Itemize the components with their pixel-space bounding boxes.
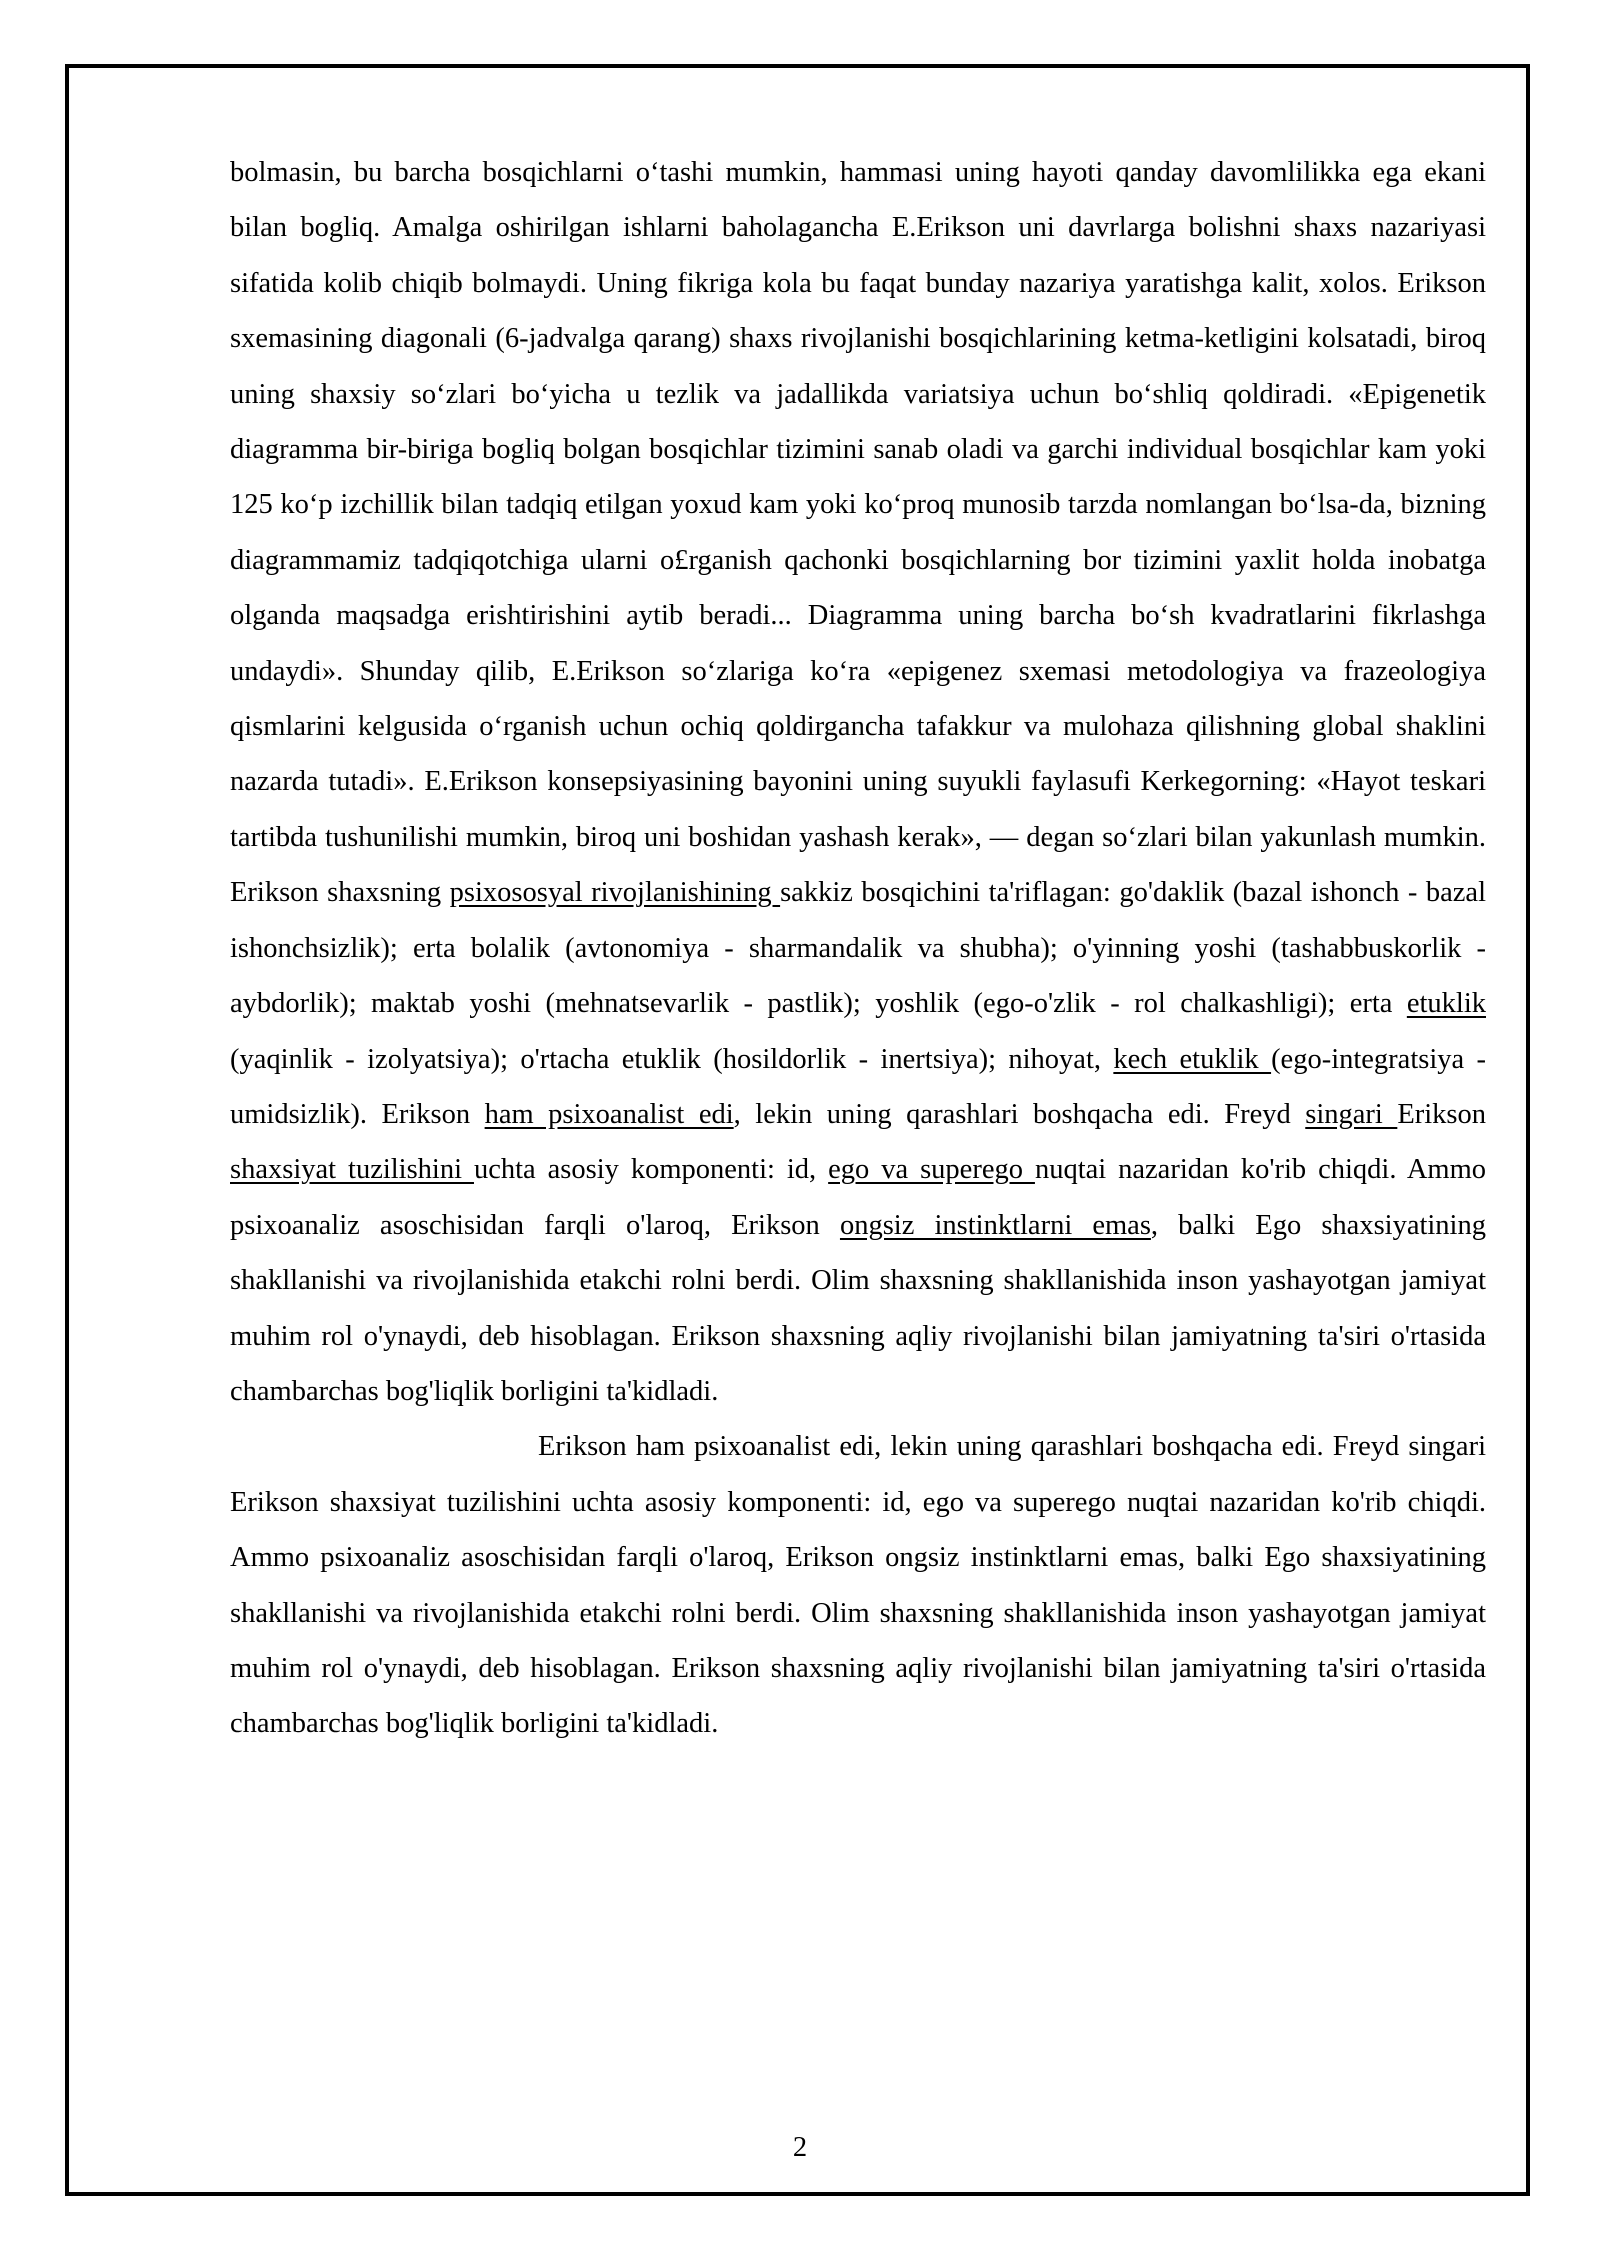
text-run: nuqtai nazaridan ko'rib chiqdi. Ammo psixoanaliz asoschisidan farqli o'laroq, Erikson bbox=[230, 1154, 1486, 1241]
underlined-text: ego va superego bbox=[828, 1154, 1035, 1186]
text-run: bolmasin, bu barcha bosqichlarni o‘tashi mumkin, hammasi uning hayoti qanday davomlilikka ega ekani bilan bogliq. Amalga oshirilgan ishlarni baholagancha E.Erikson uni davrlarga bolishni shaxs nazariyasi sifatida kolib chiqib bolmaydi. Uning fikriga kola bu faqat bunday nazariya yaratishga kalit, xolos. Erikson sxemasining diagonali (6-jadvalga qarang) shaxs rivojlanishi bosqichlarining ketma-ketligini kolsatadi, biroq uning shaxsiy so‘zlari bo‘yicha u tezlik va jadallikda variatsiya uchun bo‘shliq qoldiradi. «Epigenetik diagramma bir-biriga bogliq bolgan bosqichlar tizimini sanab oladi va garchi individual bosqichlar kam yoki 125 ko‘p izchillik bilan tadqiq etilgan yoxud kam yoki ko‘proq munosib tarzda nomlangan bo‘lsa-da, bizning diagrammamiz tadqiqotchiga ularni o£rganish qachonki bosqichlarning bor tizimini yaxlit holda inobatga olganda maqsadga erishtirishini aytib beradi... Diagramma uning barcha bo‘sh kvadratlarini fikrlashga undaydi». Shunday qilib, E.Erikson so‘zlariga ko‘ra «epigenez sxemasi metodologiya va frazeologiya qismlarini kelgusida o‘rganish uchun ochiq qoldirgancha tafakkur va mulohaza qilishning global shaklini nazarda tutadi». E.Erikson konsepsiyasining bayonini uning suyukli faylasufi Kerkegorning: «Hayot teskari tartibda tushunilishi mumkin, biroq uni boshidan yashash kerak», — degan so‘zlari bilan yakunlash mumkin. Erikson shaxsning bbox=[230, 157, 1486, 909]
text-run: (yaqinlik - izolyatsiya); o'rtacha etuklik (hosildorlik - inertsiya); nihoyat, bbox=[230, 1043, 1114, 1075]
document-body bbox=[230, 145, 1486, 1752]
underlined-text: psixososyal rivojlanishining bbox=[449, 877, 781, 909]
underlined-text: etuklik bbox=[1406, 988, 1486, 1020]
underlined-text: ham psixoanalist edi bbox=[484, 1098, 734, 1130]
text-run: , balki Ego shaxsiyatining shakllanishi va rivojlanishida etakchi rolni berdi. Olim shaxsning shakllanishida inson yashayotgan jamiyat muhim rol o'ynaydi, deb hisoblagan. Erikson shaxsning aqliy rivojlanishi bilan jamiyatning ta'siri o'rtasida chambarchas bog'liqlik borligini ta'kidladi. bbox=[230, 1209, 1486, 1407]
text-run: Erikson bbox=[1397, 1098, 1486, 1130]
paragraph-1 bbox=[230, 145, 1486, 1419]
underlined-text: singari bbox=[1305, 1098, 1398, 1130]
text-run: (ego-integratsiya - umidsizlik). Erikson bbox=[230, 1043, 1487, 1130]
text-run: , lekin uning qarashlari boshqacha edi. Freyd bbox=[733, 1098, 1306, 1130]
underlined-text: shaxsiyat tuzilishini bbox=[230, 1154, 474, 1186]
text-run: sakkiz bosqichini ta'riflagan: go'daklik (bazal ishonch - bazal ishonchsizlik); erta bolalik (avtonomiya - sharmandalik va shubha); o'yinning yoshi (tashabbuskorlik - aybdorlik); maktab yoshi (mehnatsevarlik - pastlik); yoshlik (ego-o'zlik - rol chalkashligi); erta bbox=[230, 877, 1486, 1020]
underlined-text: kech etuklik bbox=[1113, 1043, 1272, 1075]
page-number: 2 bbox=[792, 2132, 808, 2163]
text-run: uchta asosiy komponenti: id, bbox=[473, 1154, 829, 1186]
paragraph-2: Erikson ham psixoanalist edi, lekin uning qarashlari boshqacha edi. Freyd singari Erikson shaxsiyat tuzilishini uchta asosiy komponenti: id, ego va superego nuqtai nazaridan ko'rib chiqdi. Ammo psixoanaliz asoschisidan farqli o'laroq, Erikson ongsiz instinktlarni emas, balki Ego shaxsiyatining shakllanishi va rivojlanishida etakchi rolni berdi. Olim shaxsning shakllanishida inson yashayotgan jamiyat muhim rol o'ynaydi, deb hisoblagan. Erikson shaxsning aqliy rivojlanishi bilan jamiyatning ta'siri o'rtasida chambarchas bog'liqlik borligini ta'kidladi. bbox=[230, 1431, 1486, 1740]
underlined-text: ongsiz instinktlarni emas bbox=[839, 1209, 1151, 1241]
